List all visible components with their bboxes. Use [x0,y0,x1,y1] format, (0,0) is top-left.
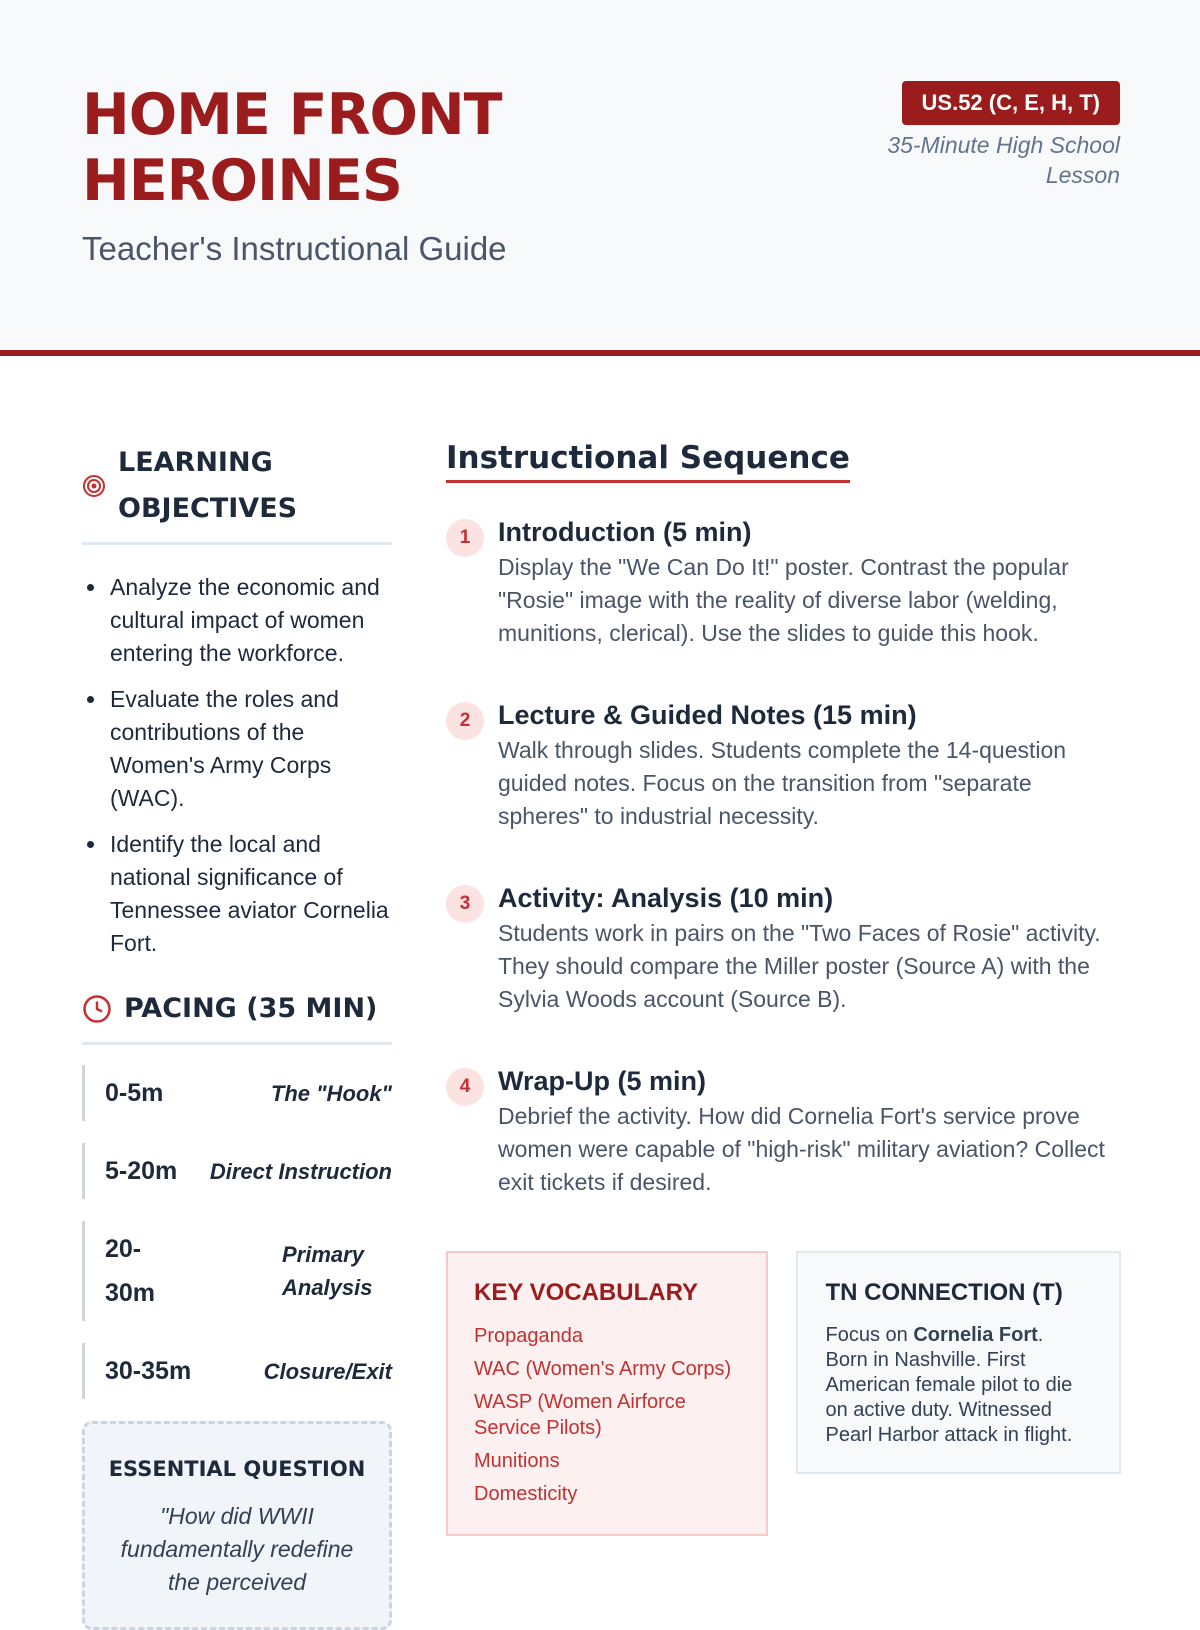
pacing-heading [82,986,392,1045]
sequence-heading: Instructional Sequence [446,440,850,483]
step-title: Introduction (5 min) [498,517,752,547]
pacing-row [82,1065,392,1121]
pacing-row [82,1343,392,1399]
pacing-list [82,1065,392,1399]
vocab-term: WASP (Women Airforce Service Pilots) [474,1391,686,1439]
pacing-time: 20-30m [105,1235,156,1307]
objective-item: • Identify the local and national significance of Tennessee aviator Cornelia Fort. [108,828,392,960]
vocab-term: WAC (Women's Army Corps) [474,1358,732,1380]
step-body: Debrief the activity. How did Cornelia Fort's service prove women were capable of "high-risk" military aviation? Collect exit tickets if desired. [498,1103,1105,1195]
objectives-title: LEARNING OBJECTIVES [118,447,298,524]
tn-connection-box [796,1251,1122,1474]
clock-icon [82,994,112,1024]
pacing-row [82,1221,392,1321]
sequence-step [446,879,1121,1028]
objectives-list [108,571,392,960]
objective-item: • Analyze the economic and cultural impact of women entering the workforce. [108,571,392,670]
sequence-step [446,1062,1121,1211]
objective-item: • Evaluate the roles and contributions of the Women's Army Corps (WAC). [108,683,392,815]
pacing-time: 30-35m [105,1357,192,1385]
main-content [446,440,1121,1536]
pacing-activity: Direct Instruction [209,1158,392,1184]
sequence-step [446,513,1121,662]
step-title: Lecture & Guided Notes (15 min) [498,700,917,730]
pacing-activity: Closure/Exit [263,1358,392,1384]
vocab-term: Domesticity [474,1483,578,1505]
pacing-time: 5-20m [105,1157,178,1185]
tn-description: . Born in Nashville. First American female pilot to die on active duty. Witnessed Pearl Harbor attack in flight. [825,1324,1073,1446]
tn-prefix: Focus on [825,1324,914,1346]
tn-connection-heading: TN CONNECTION (T) [825,1279,1063,1306]
pacing-activity: Primary Analysis [282,1242,373,1300]
sequence-step [446,696,1121,845]
step-title: Wrap-Up (5 min) [498,1066,706,1096]
step-number: 1 [446,519,484,557]
pacing-time: 0-5m [105,1079,164,1107]
info-boxes [446,1251,1121,1536]
step-number: 3 [446,885,484,923]
page-title: HOME FRONT HEROINES [82,82,502,214]
essential-question-heading: ESSENTIAL QUESTION [108,1457,366,1481]
objectives-heading [82,440,392,545]
step-title: Activity: Analysis (10 min) [498,883,834,913]
vocabulary-heading: KEY VOCABULARY [474,1279,699,1306]
step-number: 2 [446,702,484,740]
page-subtitle: Teacher's Instructional Guide [82,230,507,267]
vocabulary-box [446,1251,768,1536]
essential-question-text: "How did WWII fundamentally redefine the perceived [120,1503,354,1595]
vocab-term: Munitions [474,1450,560,1472]
essential-question-box [82,1421,392,1630]
tn-connection-text [826,1323,1092,1448]
tn-person-name: Cornelia Fort [913,1324,1038,1346]
standard-badge: US.52 (C, E, H, T) [902,81,1120,125]
step-body: Walk through slides. Students complete the 14-question guided notes. Focus on the transition from "separate spheres" to industrial necessity. [498,737,1067,829]
step-body: Display the "We Can Do It!" poster. Contrast the popular "Rosie" image with the reality of diverse labor (welding, munitions, clerical). Use the slides to guide this hook. [498,554,1069,646]
vocab-term: Propaganda [474,1325,583,1347]
sidebar [82,440,392,1630]
step-body: Students work in pairs on the "Two Faces of Rosie" activity. They should compare the Miller poster (Source A) with the Sylvia Woods account (Source B). [498,920,1101,1012]
step-number: 4 [446,1068,484,1106]
target-icon [82,474,106,498]
lesson-length: 35-Minute High School Lesson [887,132,1120,188]
page-header [0,0,1200,356]
pacing-title: PACING (35 MIN) [124,993,378,1024]
pacing-activity: The "Hook" [270,1080,392,1106]
pacing-row [82,1143,392,1199]
